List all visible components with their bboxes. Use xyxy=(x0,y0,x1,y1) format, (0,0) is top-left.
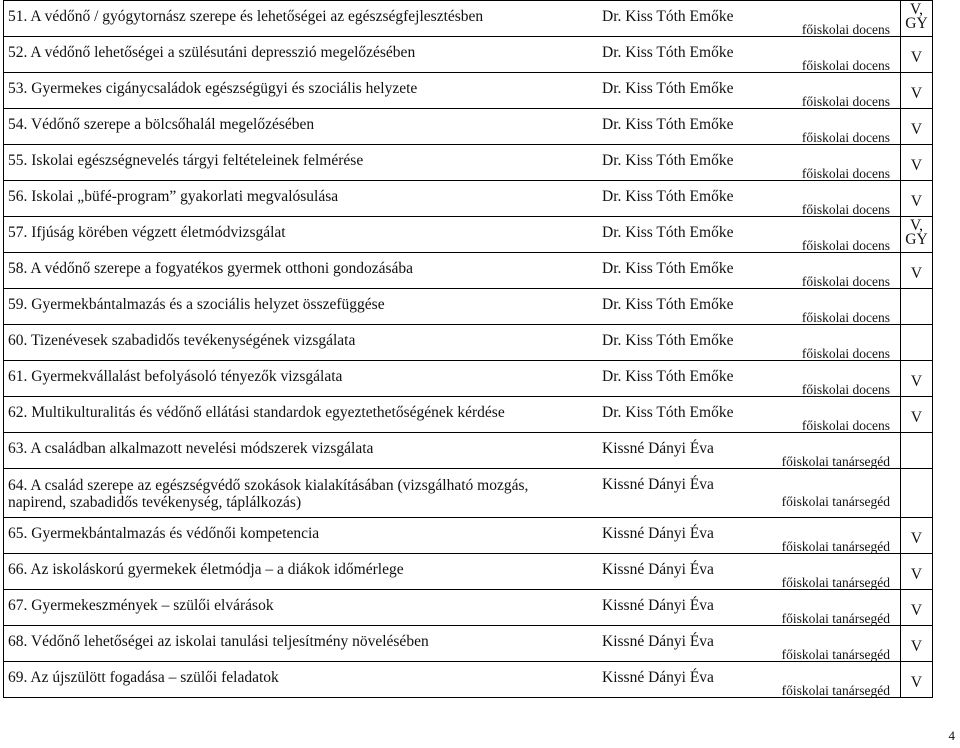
supervisor-name: Kissné Dányi Éva xyxy=(602,597,714,614)
topic-title: Multikulturalitás és védőnő ellátási standardok egyeztethetőségének kérdése xyxy=(31,404,505,421)
thesis-topics-table xyxy=(3,0,933,698)
table-body xyxy=(4,1,933,698)
topic-line xyxy=(8,188,338,206)
topic-line xyxy=(8,525,319,543)
type-mark: V xyxy=(910,409,923,426)
topic-line xyxy=(8,440,373,458)
topic-line xyxy=(8,80,417,98)
topic-cell-content xyxy=(4,554,900,589)
topic-number: 67. xyxy=(8,597,28,614)
table-row xyxy=(4,109,933,145)
supervisor-rank: főiskolai tanársegéd xyxy=(781,539,890,554)
type-mark: GY xyxy=(905,15,928,32)
table-row xyxy=(4,662,933,698)
type-marks xyxy=(901,554,932,582)
supervisor-name: Dr. Kiss Tóth Emőke xyxy=(602,80,734,97)
topic-number: 51. xyxy=(8,8,28,25)
topic-number: 57. xyxy=(8,224,28,241)
topic-cell-content xyxy=(4,109,900,144)
topic-cell xyxy=(4,1,901,37)
type-cell xyxy=(901,397,933,433)
type-mark: V xyxy=(910,85,923,102)
topic-line xyxy=(8,296,385,314)
type-cell xyxy=(901,109,933,145)
topic-line xyxy=(8,368,342,386)
type-cell xyxy=(901,554,933,590)
supervisor-name: Dr. Kiss Tóth Emőke xyxy=(602,296,734,313)
type-cell xyxy=(901,325,933,361)
topic-cell xyxy=(4,662,901,698)
topic-number: 69. xyxy=(8,669,28,686)
supervisor-name: Kissné Dányi Éva xyxy=(602,525,714,542)
supervisor-name: Kissné Dányi Éva xyxy=(602,440,714,457)
table-row xyxy=(4,181,933,217)
supervisor-name: Dr. Kiss Tóth Emőke xyxy=(602,260,734,277)
table-row xyxy=(4,73,933,109)
supervisor-rank: főiskolai docens xyxy=(801,166,890,181)
topic-title: Védőnő lehetőségei az iskolai tanulási teljesítmény növelésében xyxy=(30,633,429,650)
topic-number: 59. xyxy=(8,296,28,313)
topic-line xyxy=(8,561,404,579)
supervisor-rank: főiskolai tanársegéd xyxy=(781,454,890,469)
type-mark: V xyxy=(910,373,923,390)
supervisor-rank: főiskolai docens xyxy=(801,382,890,397)
type-cell xyxy=(901,518,933,554)
supervisor-rank: főiskolai tanársegéd xyxy=(781,611,890,626)
type-marks xyxy=(901,469,932,483)
supervisor-rank: főiskolai tanársegéd xyxy=(781,494,890,509)
topic-cell xyxy=(4,626,901,662)
topic-title: A védőnő / gyógytornász szerepe és lehetőségei az egészségfejlesztésben xyxy=(30,8,484,25)
table-row xyxy=(4,289,933,325)
type-mark: V, xyxy=(909,1,924,18)
type-marks xyxy=(901,1,932,31)
topic-number: 58. xyxy=(8,260,28,277)
topic-line xyxy=(8,477,548,511)
topic-title: Gyermekbántalmazás és a szociális helyzet összefüggése xyxy=(31,296,385,313)
table-row xyxy=(4,217,933,253)
topic-number: 55. xyxy=(8,152,28,169)
topic-title: Gyermekeszmények – szülői elvárások xyxy=(31,597,274,614)
topic-number: 62. xyxy=(8,404,28,421)
supervisor-name: Dr. Kiss Tóth Emőke xyxy=(602,116,734,133)
table-row xyxy=(4,145,933,181)
topic-title: Gyermekes cigánycsaládok egészségügyi és szociális helyzete xyxy=(31,80,418,97)
topic-title: Tizenévesek szabadidős tevékenységének vizsgálata xyxy=(30,332,356,349)
supervisor-name: Dr. Kiss Tóth Emőke xyxy=(602,332,734,349)
type-cell xyxy=(901,590,933,626)
topic-cell-content xyxy=(4,325,900,360)
topic-cell xyxy=(4,145,901,181)
supervisor-rank: főiskolai tanársegéd xyxy=(781,647,890,662)
table-row xyxy=(4,626,933,662)
topic-cell xyxy=(4,433,901,469)
topic-number: 54. xyxy=(8,116,28,133)
topic-title: Iskolai egészségnevelés tárgyi feltételeinek felmérése xyxy=(31,152,364,169)
topic-cell xyxy=(4,469,901,518)
type-mark: V xyxy=(910,49,923,66)
topic-title: A védőnő lehetőségei a szülésutáni depresszió megelőzésében xyxy=(30,44,416,61)
topic-number: 64. xyxy=(8,477,28,494)
type-marks xyxy=(901,181,932,209)
topic-cell xyxy=(4,554,901,590)
topic-line xyxy=(8,44,415,62)
topic-cell-content xyxy=(4,361,900,396)
topic-cell xyxy=(4,253,901,289)
topic-cell-content xyxy=(4,469,900,517)
type-marks xyxy=(901,325,932,339)
topic-number: 63. xyxy=(8,440,28,457)
type-cell xyxy=(901,145,933,181)
type-mark: V xyxy=(910,674,923,691)
type-cell xyxy=(901,73,933,109)
table-row xyxy=(4,397,933,433)
topic-cell-content xyxy=(4,397,900,432)
supervisor-name: Dr. Kiss Tóth Emőke xyxy=(602,188,734,205)
supervisor-name: Dr. Kiss Tóth Emőke xyxy=(602,404,734,421)
type-mark: V xyxy=(910,602,923,619)
type-cell xyxy=(901,361,933,397)
type-cell xyxy=(901,253,933,289)
supervisor-rank: főiskolai tanársegéd xyxy=(781,683,890,698)
type-marks xyxy=(901,253,932,281)
supervisor-rank: főiskolai docens xyxy=(801,202,890,217)
topic-cell-content xyxy=(4,662,900,697)
topic-cell-content xyxy=(4,433,900,468)
topic-title: Gyermekbántalmazás és védőnői kompetencia xyxy=(31,525,320,542)
supervisor-rank: főiskolai docens xyxy=(801,58,890,73)
topic-title: Iskolai „büfé-program” gyakorlati megvalósulása xyxy=(31,188,339,205)
type-mark: V xyxy=(910,530,923,547)
topic-cell-content xyxy=(4,181,900,216)
table-row xyxy=(4,433,933,469)
topic-number: 52. xyxy=(8,44,28,61)
table-row xyxy=(4,253,933,289)
supervisor-rank: főiskolai docens xyxy=(801,310,890,325)
supervisor-rank: főiskolai docens xyxy=(801,346,890,361)
supervisor-name: Kissné Dányi Éva xyxy=(602,476,714,493)
topic-cell xyxy=(4,518,901,554)
supervisor-name: Dr. Kiss Tóth Emőke xyxy=(602,8,734,25)
topic-cell xyxy=(4,397,901,433)
topic-cell xyxy=(4,73,901,109)
type-cell xyxy=(901,662,933,698)
topic-line xyxy=(8,224,286,242)
type-cell xyxy=(901,289,933,325)
topic-cell-content xyxy=(4,73,900,108)
type-mark: V xyxy=(910,265,923,282)
type-marks xyxy=(901,73,932,101)
topic-title: Az újszülött fogadása – szülői feladatok xyxy=(30,669,279,686)
topic-title: Védőnő szerepe a bölcsőhalál megelőzésében xyxy=(30,116,315,133)
topic-title: A családban alkalmazott nevelési módszerek vizsgálata xyxy=(30,440,374,457)
topic-cell xyxy=(4,361,901,397)
topic-line xyxy=(8,152,363,170)
topic-cell-content xyxy=(4,590,900,625)
type-mark: V xyxy=(910,193,923,210)
topic-number: 61. xyxy=(8,368,28,385)
topic-line xyxy=(8,260,413,278)
topic-line xyxy=(8,332,355,350)
table-row xyxy=(4,469,933,518)
supervisor-name: Dr. Kiss Tóth Emőke xyxy=(602,368,734,385)
type-cell xyxy=(901,217,933,253)
topic-number: 65. xyxy=(8,525,28,542)
supervisor-rank: főiskolai tanársegéd xyxy=(781,575,890,590)
type-cell xyxy=(901,626,933,662)
supervisor-name: Kissné Dányi Éva xyxy=(602,669,714,686)
type-marks xyxy=(901,109,932,137)
topic-title: Az iskoláskorú gyermekek életmódja – a diákok időmérlege xyxy=(30,561,404,578)
supervisor-name: Dr. Kiss Tóth Emőke xyxy=(602,44,734,61)
topic-cell xyxy=(4,217,901,253)
table-row xyxy=(4,325,933,361)
topic-cell-content xyxy=(4,1,900,36)
type-marks xyxy=(901,145,932,173)
type-marks xyxy=(901,397,932,425)
table-row xyxy=(4,37,933,73)
type-marks xyxy=(901,626,932,654)
type-mark: GY xyxy=(905,231,928,248)
type-cell xyxy=(901,181,933,217)
type-mark: V xyxy=(910,157,923,174)
type-marks xyxy=(901,590,932,618)
topic-cell-content xyxy=(4,626,900,661)
topic-cell xyxy=(4,37,901,73)
type-marks xyxy=(901,37,932,65)
type-marks xyxy=(901,662,932,690)
type-marks xyxy=(901,518,932,546)
type-marks xyxy=(901,289,932,303)
type-cell xyxy=(901,1,933,37)
type-mark: V xyxy=(910,638,923,655)
table-row xyxy=(4,554,933,590)
page-number: 4 xyxy=(948,728,955,743)
topic-cell xyxy=(4,325,901,361)
topic-number: 53. xyxy=(8,80,28,97)
topic-cell-content xyxy=(4,217,900,252)
supervisor-name: Kissné Dányi Éva xyxy=(602,561,714,578)
table-row xyxy=(4,518,933,554)
topic-line xyxy=(8,116,314,134)
topic-cell-content xyxy=(4,37,900,72)
supervisor-name: Dr. Kiss Tóth Emőke xyxy=(602,224,734,241)
topic-cell xyxy=(4,590,901,626)
type-marks xyxy=(901,361,932,389)
topic-title: Ifjúság körében végzett életmódvizsgálat xyxy=(31,224,286,241)
topic-cell-content xyxy=(4,518,900,553)
topic-cell-content xyxy=(4,289,900,324)
type-marks xyxy=(901,433,932,447)
type-mark: V, xyxy=(909,217,924,234)
type-cell xyxy=(901,469,933,518)
table-row xyxy=(4,1,933,37)
supervisor-rank: főiskolai docens xyxy=(801,238,890,253)
supervisor-rank: főiskolai docens xyxy=(801,274,890,289)
type-cell xyxy=(901,433,933,469)
topic-number: 68. xyxy=(8,633,28,650)
type-marks xyxy=(901,217,932,247)
topic-line xyxy=(8,633,429,651)
topic-title: A védőnő szerepe a fogyatékos gyermek otthoni gondozásába xyxy=(30,260,414,277)
topic-number: 66. xyxy=(8,561,28,578)
topic-line xyxy=(8,404,505,422)
topic-cell xyxy=(4,109,901,145)
type-mark: V xyxy=(910,121,923,138)
topic-title: Gyermekvállalást befolyásoló tényezők vizsgálata xyxy=(31,368,343,385)
topic-cell-content xyxy=(4,253,900,288)
supervisor-rank: főiskolai docens xyxy=(801,130,890,145)
table-row xyxy=(4,590,933,626)
topic-title: A család szerepe az egészségvédő szokások kialakításában (vizsgálható mozgás, napirend, szabadidős tevékenység, táplálkozás) xyxy=(8,477,529,511)
supervisor-name: Kissné Dányi Éva xyxy=(602,633,714,650)
type-cell xyxy=(901,37,933,73)
supervisor-rank: főiskolai docens xyxy=(801,418,890,433)
topic-number: 60. xyxy=(8,332,28,349)
topic-cell xyxy=(4,181,901,217)
topic-line xyxy=(8,8,483,26)
type-mark: V xyxy=(910,566,923,583)
topic-line xyxy=(8,597,274,615)
topic-number: 56. xyxy=(8,188,28,205)
topic-cell xyxy=(4,289,901,325)
supervisor-name: Dr. Kiss Tóth Emőke xyxy=(602,152,734,169)
supervisor-rank: főiskolai docens xyxy=(801,94,890,109)
topic-cell-content xyxy=(4,145,900,180)
table-row xyxy=(4,361,933,397)
supervisor-rank: főiskolai docens xyxy=(801,22,890,37)
topic-line xyxy=(8,669,279,687)
